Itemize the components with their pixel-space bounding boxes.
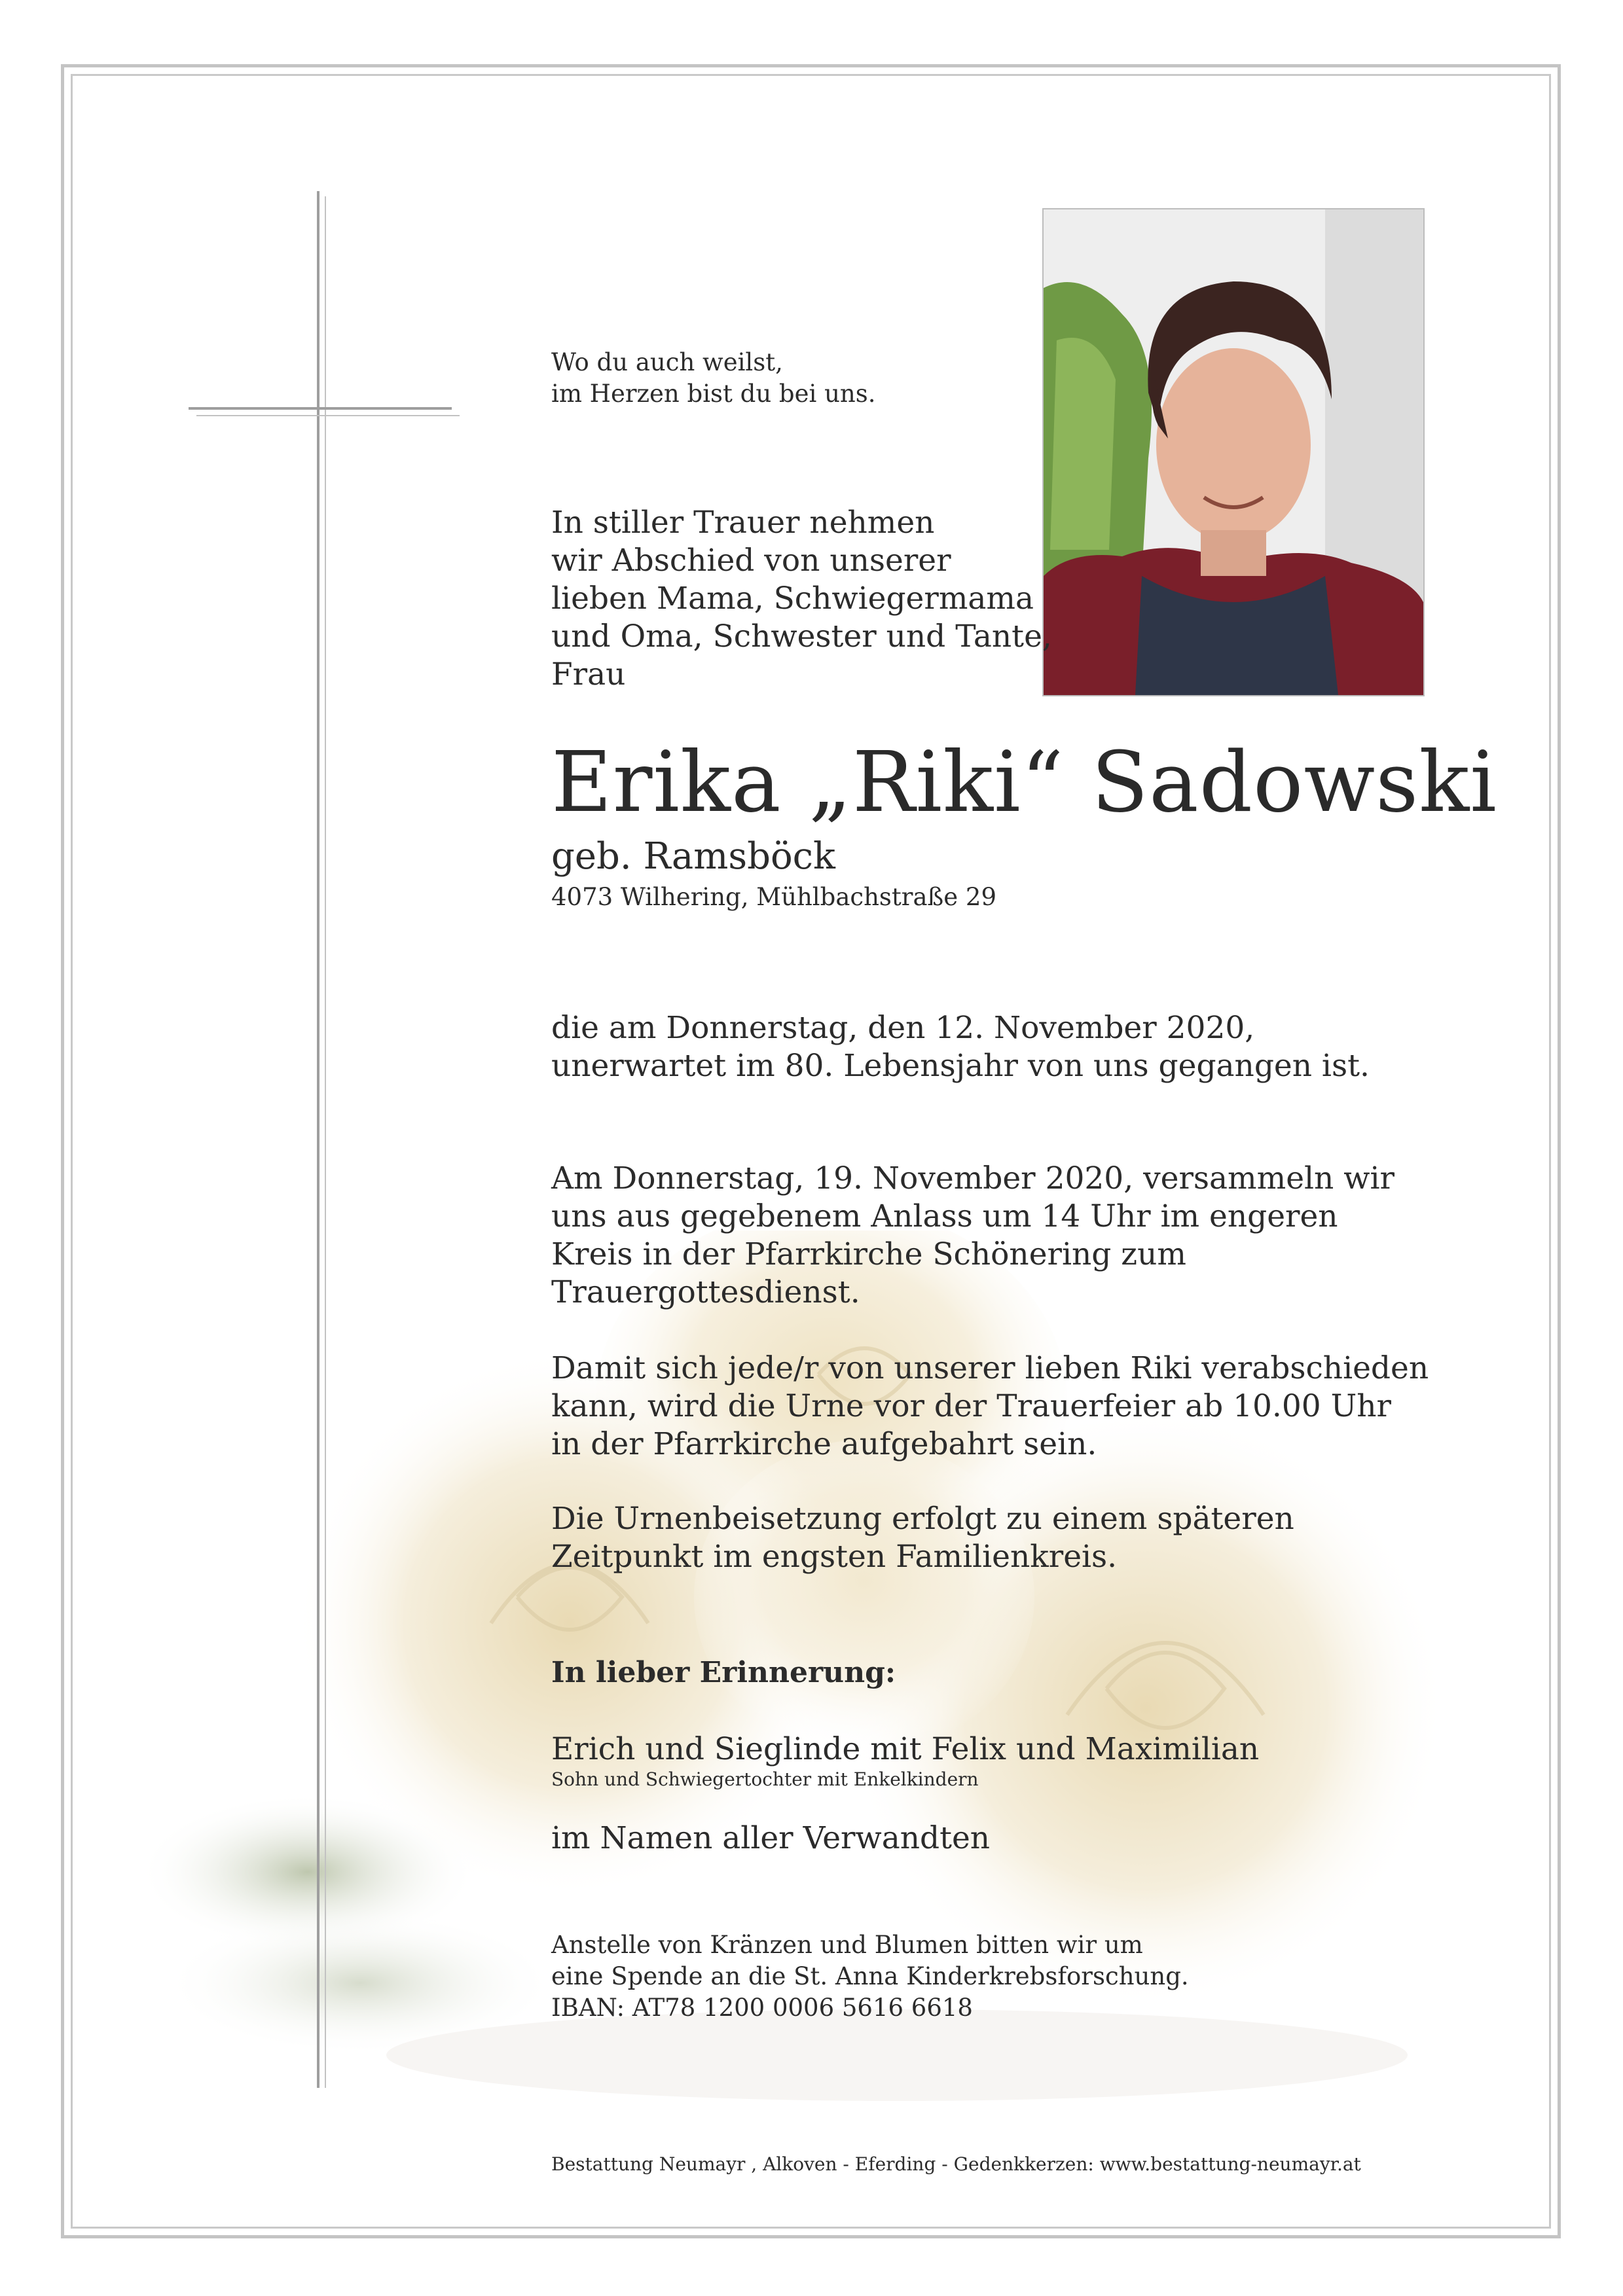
burial-info [551,1500,1294,1576]
cross-horizontal-shadow [196,415,460,416]
urn-line: Damit sich jede/r von unserer lieben Riki verabschieden [551,1350,1429,1386]
cross-vertical-bar [317,191,319,2088]
donation-iban: IBAN: AT78 1200 0006 5616 6618 [551,1994,973,2022]
motto-line: Wo du auch weilst, [551,348,783,376]
intro-line: Frau [551,656,626,692]
donation-line: eine Spende an die St. Anna Kinderkrebsforschung. [551,1962,1189,1990]
funeral-line: Trauergottesdienst. [551,1274,860,1310]
funeral-line: Am Donnerstag, 19. November 2020, versammeln wir [551,1160,1395,1196]
funeral-line: Kreis in der Pfarrkirche Schönering zum [551,1236,1186,1272]
relatives-text: im Namen aller Verwandten [551,1820,991,1856]
address: 4073 Wilhering, Mühlbachstraße 29 [551,883,996,911]
donation-request [551,1929,1189,2024]
motto-text [551,347,876,410]
urn-line: in der Pfarrkirche aufgebahrt sein. [551,1426,1097,1462]
motto-line: im Herzen bist du bei uns. [551,380,876,408]
funeral-info [551,1160,1395,1312]
intro-line: und Oma, Schwester und Tante, [551,619,1052,655]
death-notice [551,1009,1370,1085]
intro-line: In stiller Trauer nehmen [551,505,935,541]
deceased-name: Erika „Riki“ Sadowski [551,734,1497,831]
birth-name: geb. Ramsböck [551,835,835,878]
family-names: Erich und Sieglinde mit Felix und Maximilian [551,1731,1260,1767]
urn-line: kann, wird die Urne vor der Trauerfeier ab 10.00 Uhr [551,1388,1391,1424]
intro-line: wir Abschied von unserer [551,543,951,579]
intro-text [551,504,1052,694]
cross-vertical-shadow [325,196,326,2088]
memory-heading: In lieber Erinnerung: [551,1656,896,1689]
intro-line: lieben Mama, Schwiegermama [551,581,1034,617]
family-relation: Sohn und Schwiegertochter mit Enkelkindern [551,1768,979,1790]
cross-horizontal-bar [189,407,452,410]
death-notice-line: die am Donnerstag, den 12. November 2020, [551,1010,1255,1046]
donation-line: Anstelle von Kränzen und Blumen bitten wir um [551,1931,1143,1959]
burial-line: Die Urnenbeisetzung erfolgt zu einem späteren [551,1501,1294,1537]
death-notice-line: unerwartet im 80. Lebensjahr von uns gegangen ist. [551,1048,1370,1084]
urn-info [551,1350,1429,1463]
burial-line: Zeitpunkt im engsten Familienkreis. [551,1539,1118,1575]
funeral-line: uns aus gegebenem Anlass um 14 Uhr im engeren [551,1198,1338,1234]
portrait-photo [1042,208,1425,696]
footer-funeral-home: Bestattung Neumayr , Alkoven - Eferding - Gedenkkerzen: www.bestattung-neumayr.at [551,2153,1361,2175]
